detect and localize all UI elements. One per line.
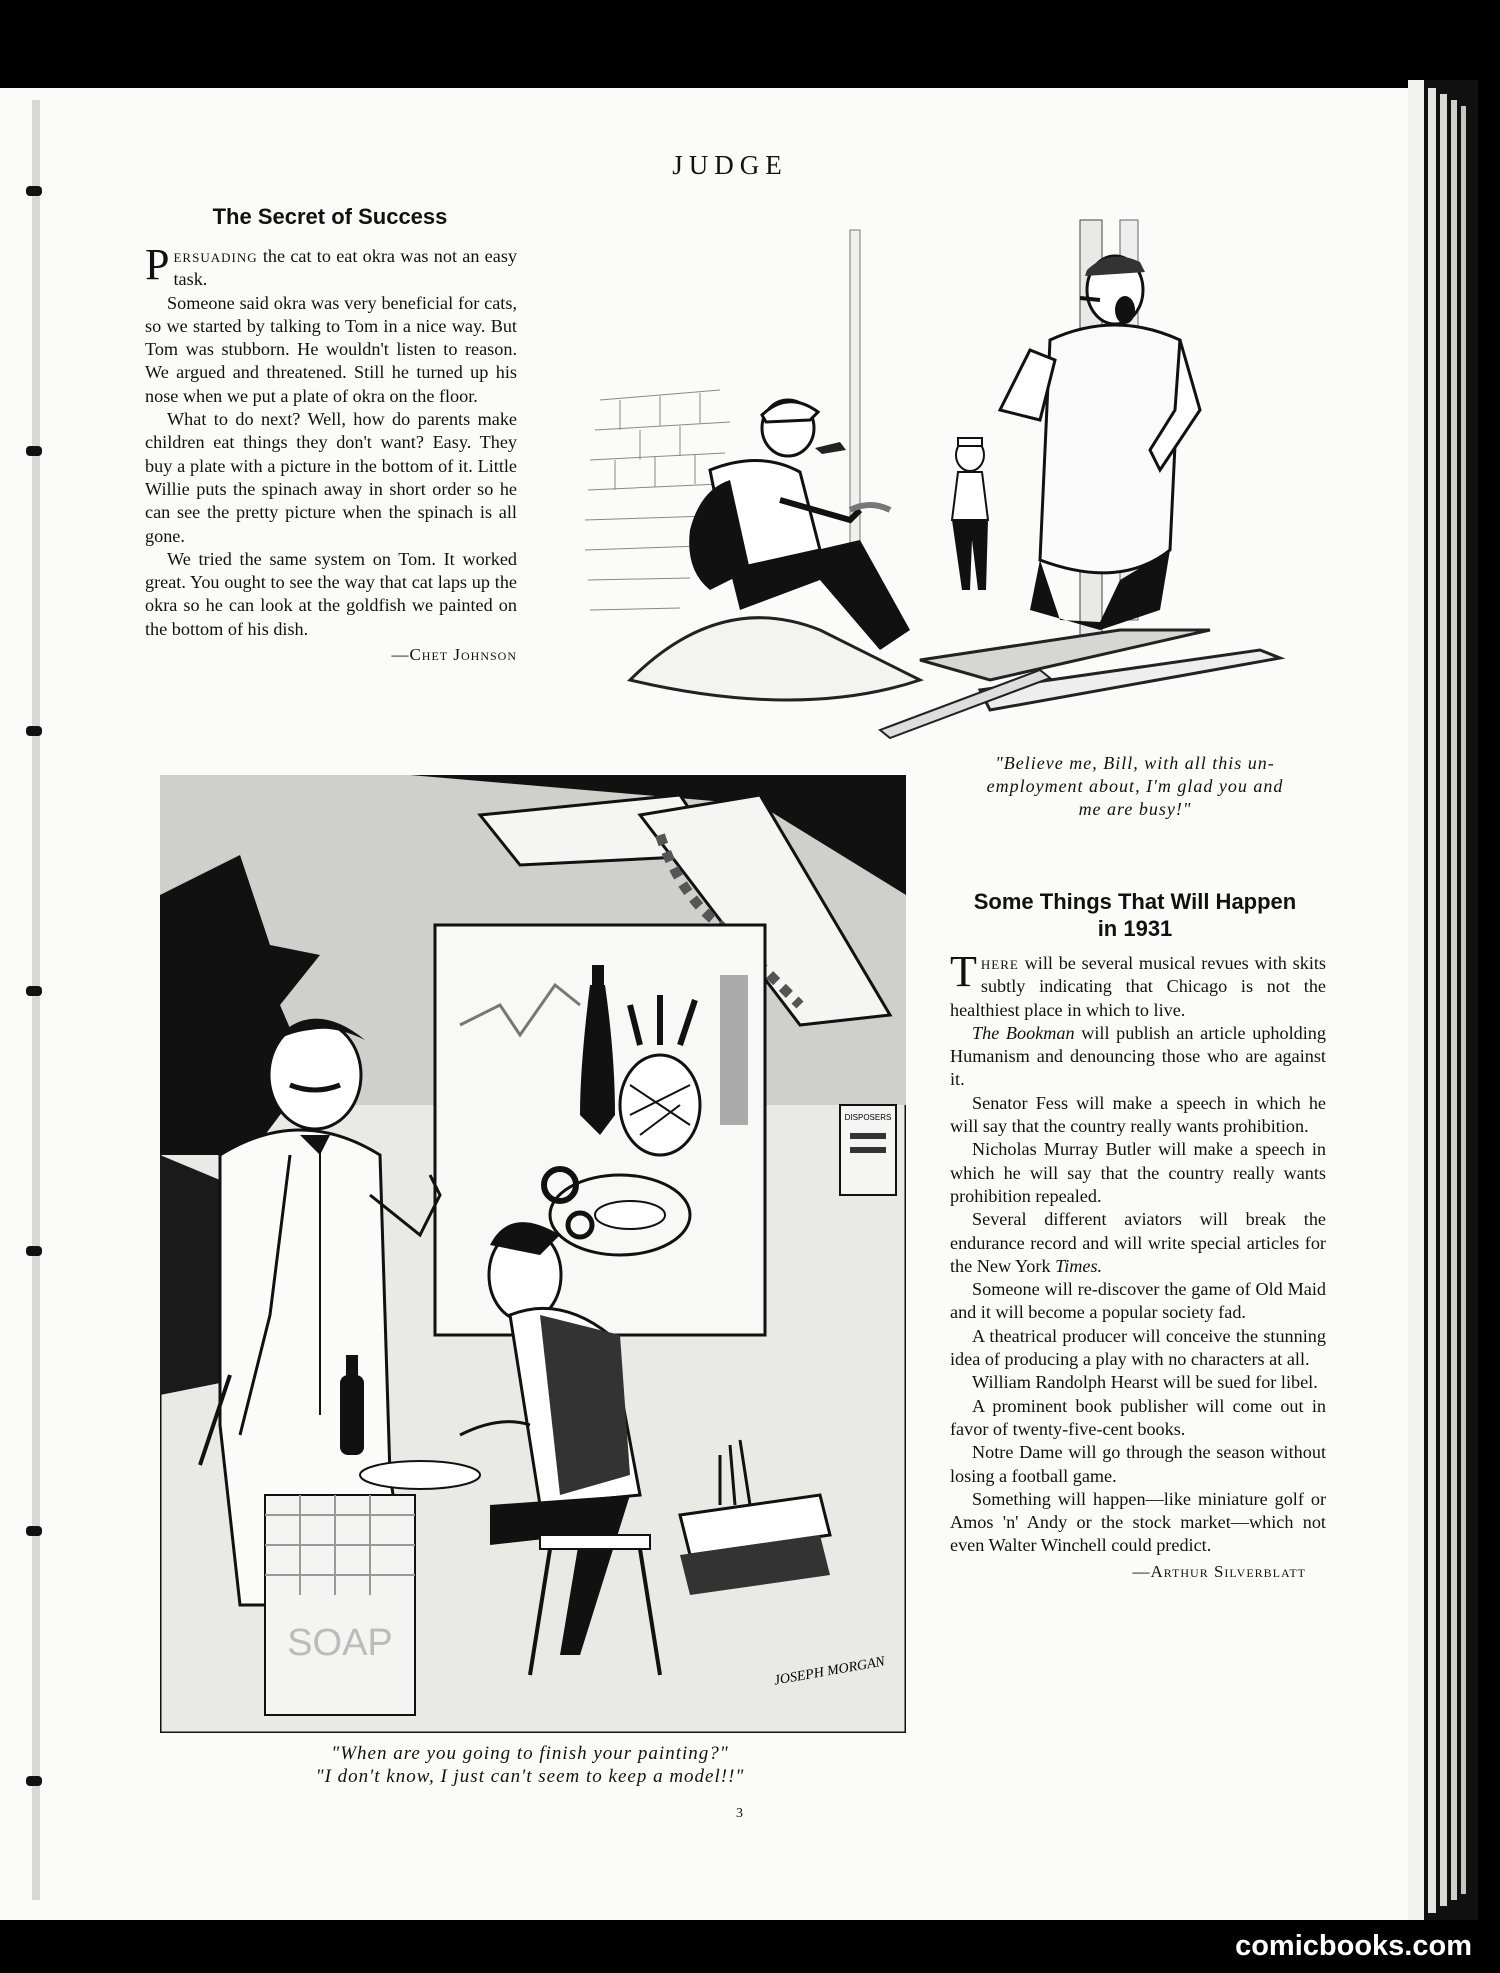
page-number: 3 — [736, 1806, 743, 1821]
paragraph — [950, 1208, 1326, 1278]
drop-cap: P — [145, 240, 170, 289]
article-body — [145, 240, 517, 666]
cartoon-workers-illustration — [560, 210, 1310, 755]
binding-stitch — [26, 1246, 42, 1256]
binding-stitch — [26, 726, 42, 736]
paragraph-text: the cat to eat okra was not an easy task. — [173, 246, 517, 290]
paragraph: What to do next? Well, how do parents make children eat things they don't want? Easy. They buy a plate with a picture in the bottom of it. Little Willie puts the spinach away in short order so he can see the pretty picture when the spinach is all gone. — [145, 409, 517, 546]
paragraph-text: will publish an article upholding Humanism and denouncing those who are against it. — [950, 1022, 1326, 1090]
paragraph: A prominent book publisher will come out in favor of twenty-five-cent books. — [950, 1395, 1326, 1439]
masthead: JUDGE — [672, 150, 788, 180]
paragraph: Something will happen—like miniature golf or Amos 'n' Andy or the stock market—which not even Walter Winchell could predict. — [950, 1488, 1326, 1556]
publication-title: The Bookman — [972, 1022, 1075, 1043]
binding-stitch — [26, 1526, 42, 1536]
byline: —Arthur Silverblatt — [1132, 1561, 1306, 1581]
binding-stitch — [26, 986, 42, 996]
paragraph — [145, 240, 517, 292]
sign-label: DISPOSERS — [844, 1113, 892, 1122]
paragraph: Someone said okra was very beneficial for cats, so we started by talking to Tom in a nice way. But Tom was stubborn. He wouldn't listen to reason. We argued and threatened. Still he turned up his nose when we put a plate of okra on the floor. — [145, 292, 517, 406]
publication-title: Times. — [1055, 1255, 1103, 1276]
caption-line: "Believe me, Bill, with all this un- — [995, 753, 1275, 773]
caption-line: "When are you going to finish your painting?" — [331, 1743, 729, 1764]
paragraph: We tried the same system on Tom. It worked great. You ought to see the way that cat laps up the okra so he can look at the goldfish we painted on the bottom of his dish. — [145, 548, 517, 639]
binding-stitch — [26, 186, 42, 196]
paragraph — [950, 947, 1326, 1022]
paragraph: Someone will re-discover the game of Old Maid and it will become a popular society fad. — [950, 1279, 1326, 1323]
crate-label: SOAP — [287, 1622, 393, 1664]
paragraph: Nicholas Murray Butler will make a speech in which he will say that the country really wants prohibition repealed. — [950, 1139, 1326, 1206]
caption-line: "I don't know, I just can't seem to keep a model!!" — [315, 1766, 745, 1787]
page-edges — [1408, 80, 1478, 1920]
lead-in: ersuading — [173, 246, 258, 266]
binding-stitch — [26, 1776, 42, 1786]
paragraph: William Randolph Hearst will be sued for libel. — [972, 1372, 1318, 1393]
paragraph: Notre Dame will go through the season without losing a football game. — [950, 1442, 1326, 1486]
binding-strip — [32, 100, 40, 1900]
caption-line: employment about, I'm glad you and — [986, 776, 1284, 796]
svg-text:JOSEPH MORGAN: JOSEPH MORGAN — [772, 1654, 887, 1689]
cartoon-artist-illustration — [160, 775, 906, 1733]
watermark: comicbooks.com — [1235, 1930, 1472, 1962]
drop-cap: T — [950, 947, 977, 996]
paragraph: Senator Fess will make a speech in which he will say that the country really wants prohibition. — [950, 1092, 1326, 1137]
caption-line: me are busy!" — [1078, 799, 1192, 819]
cartoon-caption — [940, 752, 1330, 821]
cartoon-caption — [200, 1742, 860, 1788]
paragraph-text: will be several musical revues with skits subtly indicating that Chicago is not the healthiest place in which to live. — [950, 953, 1326, 1020]
title-line: in 1931 — [1097, 916, 1173, 941]
lead-in: here — [980, 953, 1019, 973]
article-title: The Secret of Success — [212, 204, 448, 229]
paragraph: A theatrical producer will conceive the stunning idea of producing a play with no characters at all. — [950, 1325, 1326, 1370]
byline: —Chet Johnson — [391, 645, 517, 665]
binding-stitch — [26, 446, 42, 456]
paragraph-text: Several different aviators will break the endurance record and will write special articles for the New York — [950, 1209, 1326, 1276]
title-line: Some Things That Will Happen — [973, 889, 1297, 914]
paragraph — [950, 1022, 1326, 1092]
article-body — [950, 947, 1326, 1583]
article-title — [940, 888, 1330, 942]
